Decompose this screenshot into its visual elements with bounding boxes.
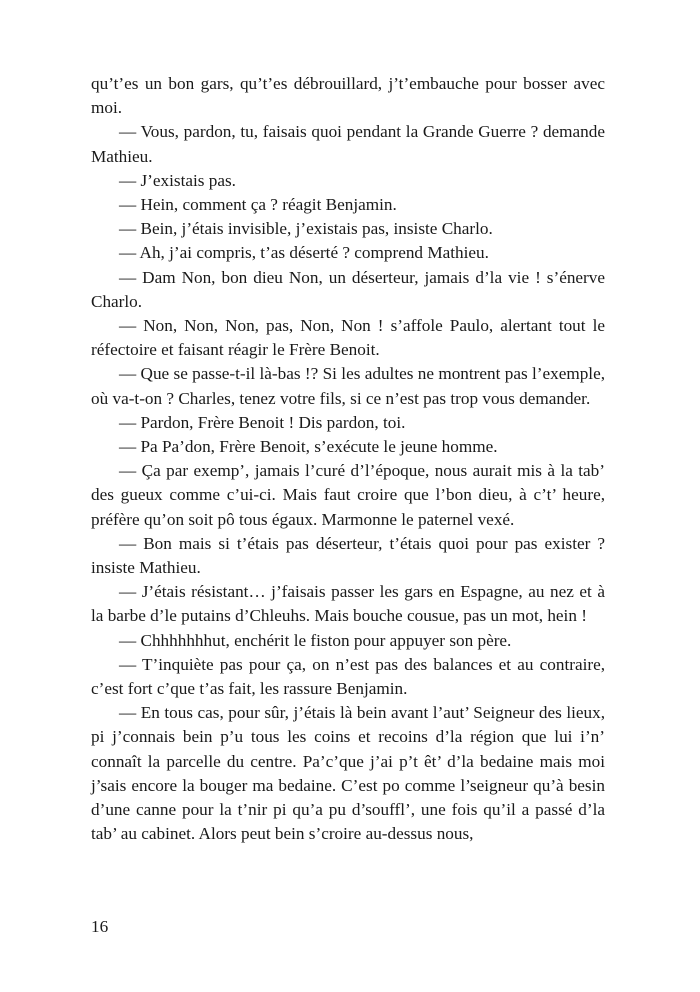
paragraph-1: qu’t’es un bon gars, qu’t’es débrouillard, j’t’embauche pour bosser avec moi. — [91, 74, 605, 118]
paragraph-6: — Ah, j’ai compris, t’as déserté ? comprend Mathieu. — [119, 243, 489, 263]
paragraph-14: — J’étais résistant… j’faisais passer les gars en Espagne, au nez et à la barbe d’le putains d’Chleuhs. Mais bouche cousue, pas un mot, hein ! — [91, 582, 605, 626]
paragraph-2: — Vous, pardon, tu, faisais quoi pendant la Grande Guerre ? demande Mathieu. — [91, 122, 605, 166]
paragraph-16: — T’inquiète pas pour ça, on n’est pas des balances et au contraire, c’est fort c’que t’as fait, les rassure Benjamin. — [91, 654, 605, 699]
paragraph-10: — Pardon, Frère Benoit ! Dis pardon, toi. — [119, 412, 406, 432]
paragraph-8: — Non, Non, Non, pas, Non, Non ! s’affole Paulo, alertant tout le réfectoire et faisant réagir le Frère Benoit. — [91, 316, 605, 360]
paragraph-4: — Hein, comment ça ? réagit Benjamin. — [119, 195, 397, 215]
paragraph-7: — Dam Non, bon dieu Non, un déserteur, jamais d’la vie ! s’énerve Charlo. — [91, 267, 605, 311]
paragraph-11: — Pa Pa’don, Frère Benoit, s’exécute le jeune homme. — [119, 437, 498, 457]
body-text — [91, 72, 605, 847]
paragraph-15: — Chhhhhhhut, enchérit le fiston pour appuyer son père. — [119, 630, 512, 650]
page-number: 16 — [91, 917, 109, 936]
paragraph-5: — Bein, j’étais invisible, j’existais pas, insiste Charlo. — [119, 219, 493, 239]
paragraph-3: — J’existais pas. — [119, 170, 236, 190]
paragraph-9: — Que se passe-t-il là-bas !? Si les adultes ne montrent pas l’exemple, où va-t-on ? Charles, tenez votre fils, si ce n’est pas trop vous demander. — [91, 364, 605, 408]
paragraph-13: — Bon mais si t’étais pas déserteur, t’étais quoi pour pas exister ? insiste Mathieu. — [91, 533, 605, 578]
paragraph-17: — En tous cas, pour sûr, j’étais là bein avant l’aut’ Seigneur des lieux, pi j’connais bein p’u tous les coins et recoins d’la région que lui i’n’ connaît la parcelle du centre. Pa’c’que j’ai p’t êt’ d’la bedaine mais moi j’sais encore la bouger ma bedaine. C’est po comme l’seigneur qu’à besin d’une canne pour la t’nir pi qu’a pu d’souffl’, une fois qu’il a passé d’la tab’ au cabinet. Alors peut bein s’croire au-dessus nous, — [91, 703, 605, 844]
paragraph-12: — Ça par exemp’, jamais l’curé d’l’époque, nous aurait mis à la tab’ des gueux comme c’ui-ci. Mais faut croire que l’bon dieu, à c’t’ heure, préfère qu’on soit pô tous égaux. Marmonne le paternel vexé. — [91, 461, 605, 529]
